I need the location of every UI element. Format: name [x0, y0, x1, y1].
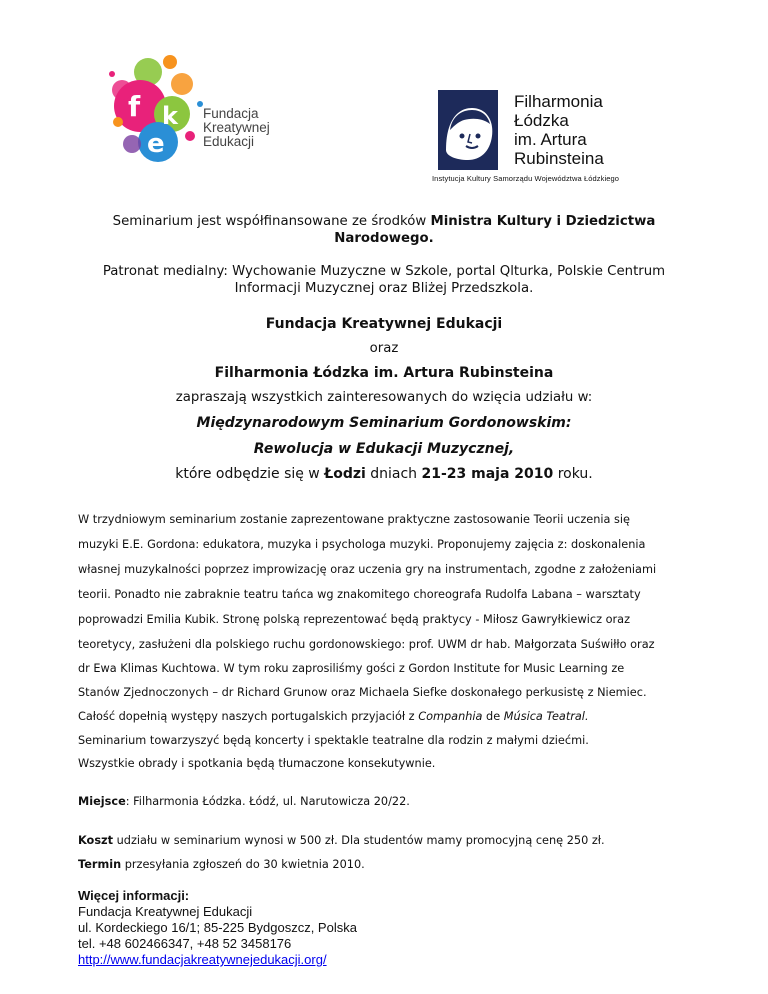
- date-dates: 21-23 maja 2010: [421, 466, 554, 482]
- body-line-9-prefix: Całość dopełnią występy naszych portugalskich przyjaciół z: [78, 710, 419, 723]
- filharmonia-name-line1: Filharmonia: [514, 92, 603, 111]
- patronage-line1: Patronat medialny: Wychowanie Muzyczne w Szkole, portal Qlturka, Polskie Centrum: [102, 264, 666, 279]
- seminar-date: [60, 465, 708, 483]
- venue-label: Miejsce: [78, 795, 126, 808]
- body-line-1: W trzydniowym seminarium zostanie zaprezentowane praktyczne zastosowanie Teorii uczenia się: [78, 513, 630, 526]
- body-line-5: poprowadzi Emilia Kubik. Stronę polską reprezentować będą praktycy - Miłosz Gawryłkiewicz oraz: [78, 613, 631, 626]
- seminar-subtitle: Rewolucja w Edukacji Muzycznej,: [253, 441, 515, 457]
- svg-text:k: k: [162, 102, 178, 130]
- svg-text:e: e: [147, 129, 165, 159]
- deadline-line: [78, 858, 365, 871]
- cofinance-ministry: Ministra Kultury i Dziedzictwa: [430, 214, 656, 229]
- contact-website-link[interactable]: http://www.fundacjakreatywnejedukacji.org/: [78, 952, 327, 967]
- svg-text:f: f: [128, 90, 141, 123]
- fke-logo-line2: Kreatywnej: [203, 120, 270, 135]
- rubinstein-portrait-icon: [432, 90, 504, 170]
- date-mid: dniach: [365, 466, 422, 482]
- contact-phone: tel. +48 602466347, +48 52 3458176: [78, 936, 292, 951]
- date-prefix: które odbędzie się w: [175, 466, 325, 482]
- filharmonia-name-line4: Rubinsteina: [514, 149, 604, 168]
- invite-text: zapraszają wszystkich zainteresowanych do wzięcia udziału w:: [175, 390, 593, 405]
- media-patronage: [60, 263, 708, 297]
- organizer-fke: Fundacja Kreatywnej Edukacji: [265, 316, 503, 332]
- fke-logo-line1: Fundacja: [203, 106, 259, 121]
- body-line-9: [78, 710, 589, 723]
- filharmonia-name-line2: Łódzka: [514, 111, 569, 130]
- body-line-7: dr Ewa Klimas Kuchtowa. W tym roku zaprosiliśmy gości z Gordon Institute for Music Learning ze: [78, 662, 625, 675]
- deadline-text: przesyłania zgłoszeń do 30 kwietnia 2010.: [121, 858, 365, 871]
- body-line-6: teoretycy, zasłużeni dla polskiego ruchu gordonowskiego: prof. UWM dr hab. Małgorzata Suświłło oraz: [78, 638, 655, 651]
- fke-logo-line3: Edukacji: [203, 134, 255, 149]
- oraz-text: oraz: [369, 341, 399, 356]
- body-line-8: Stanów Zjednoczonych – dr Richard Grunow oraz Michaela Siefke doskonałego perkusistę z Niemiec.: [78, 686, 647, 699]
- body-line-9-companhia: Companhia: [418, 710, 483, 723]
- venue-line: [78, 795, 410, 808]
- filharmonia-name-line3: im. Artura: [514, 130, 587, 149]
- body-line-3: własnej muzykalności poprzez improwizację oraz uczenia gry na instrumentach, zgodne z założeniami: [78, 563, 657, 576]
- body-line-11: Wszystkie obrady i spotkania będą tłumaczone konsekutywnie.: [78, 757, 436, 770]
- patronage-line2: Informacji Muzycznej oraz Bliżej Przedszkola.: [234, 281, 534, 296]
- venue-text: : Filharmonia Łódzka. Łódź, ul. Narutowicza 20/22.: [125, 795, 410, 808]
- contact-org: Fundacja Kreatywnej Edukacji: [78, 904, 253, 919]
- contact-address: ul. Kordeckiego 16/1; 85-225 Bydgoszcz, Polska: [78, 920, 357, 935]
- body-line-9-musica: Música Teatral.: [503, 710, 589, 723]
- cost-label: Koszt: [78, 834, 114, 847]
- cofinance-ministry-2: Narodowego.: [334, 231, 434, 246]
- filharmonia-subtitle: Instytucja Kultury Samorządu Województwa Łódzkiego: [432, 174, 620, 183]
- organizer-filharmonia: Filharmonia Łódzka im. Artura Rubinsteina: [214, 365, 554, 381]
- seminar-title: Międzynarodowym Seminarium Gordonowskim:: [196, 415, 572, 431]
- body-line-10: Seminarium towarzyszyć będą koncerty i spektakle teatralne dla rodzin z małymi dziećmi.: [78, 734, 589, 747]
- filharmonia-logo: [0, 0, 768, 190]
- body-line-2: muzyki E.E. Gordona: edukatora, muzyka i psychologa muzyki. Proponujemy zajęcia z: doskonalenia: [78, 538, 646, 551]
- cofinance-note: [60, 213, 708, 247]
- cost-text: udziału w seminarium wynosi w 500 zł. Dla studentów mamy promocyjną cenę 250 zł.: [113, 834, 605, 847]
- deadline-label: Termin: [78, 858, 122, 871]
- cost-line: [78, 834, 605, 847]
- date-city: Łodzi: [324, 466, 366, 482]
- contact-heading: Więcej informacji:: [78, 888, 190, 903]
- body-line-9-de: de: [482, 710, 504, 723]
- date-suffix: roku.: [553, 466, 593, 482]
- body-line-4: teorii. Ponadto nie zabraknie teatru tańca wg znakomitego choreografa Rudolfa Labana – warsztaty: [78, 588, 641, 601]
- cofinance-prefix: Seminarium jest współfinansowane ze środków: [112, 214, 431, 229]
